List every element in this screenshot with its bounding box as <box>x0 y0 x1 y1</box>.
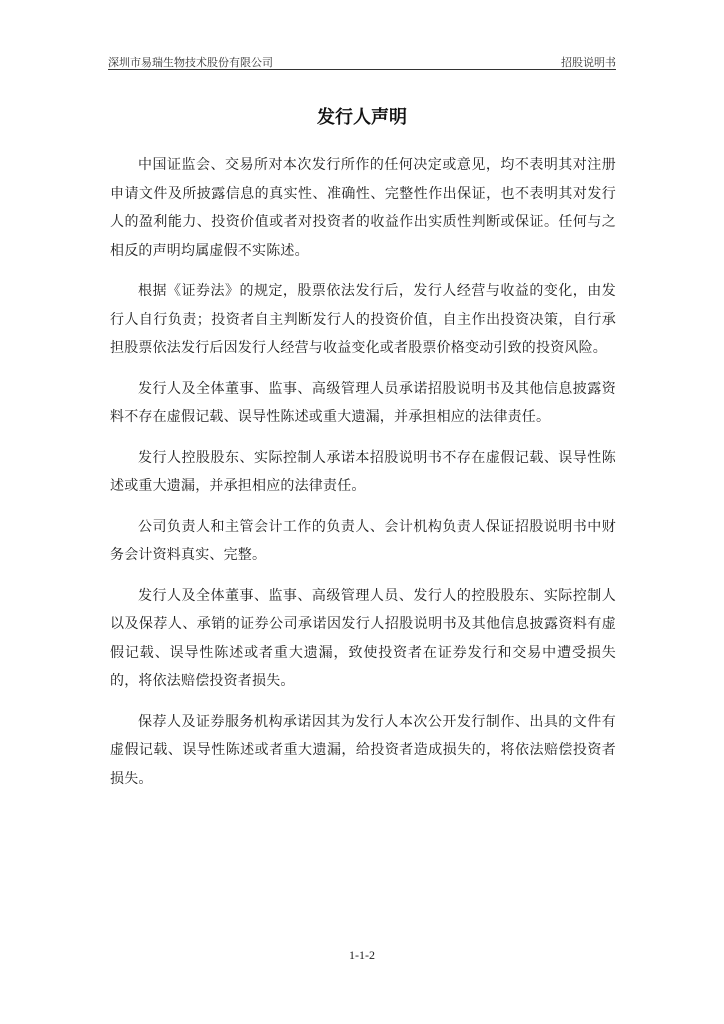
paragraph: 中国证监会、交易所对本次发行所作的任何决定或意见，均不表明其对注册申请文件及所披露信息的真实性、准确性、完整性作出保证，也不表明其对发行人的盈利能力、投资价值或者对投资者的收益作出实质性判断或保证。任何与之相反的声明均属虚假不实陈述。 <box>110 157 616 259</box>
paragraph: 发行人及全体董事、监事、高级管理人员承诺招股说明书及其他信息披露资料不存在虚假记载、误导性陈述或重大遗漏，并承担相应的法律责任。 <box>110 380 616 425</box>
paragraph: 发行人及全体董事、监事、高级管理人员、发行人的控股股东、实际控制人以及保荐人、承销的证券公司承诺因发行人招股说明书及其他信息披露资料有虚假记载、误导性陈述或者重大遗漏，致使投资者在证券发行和交易中遭受损失的，将依法赔偿投资者损失。 <box>110 587 616 689</box>
paragraph: 发行人控股股东、实际控制人承诺本招股说明书不存在虚假记载、误导性陈述或重大遗漏，并承担相应的法律责任。 <box>110 449 616 494</box>
header-divider <box>108 69 616 70</box>
paragraph: 根据《证券法》的规定，股票依法发行后，发行人经营与收益的变化，由发行人自行负责；投资者自主判断发行人的投资价值，自主作出投资决策，自行承担股票依法发行后因发行人经营与收益变化或者股票价格变动引致的投资风险。 <box>110 283 616 356</box>
header-company-name: 深圳市易瑞生物技术股份有限公司 <box>108 56 273 69</box>
page-number: 1-1-2 <box>349 948 375 962</box>
paragraph: 公司负责人和主管会计工作的负责人、会计机构负责人保证招股说明书中财务会计资料真实、完整。 <box>110 518 616 563</box>
header-document-type: 招股说明书 <box>561 56 616 69</box>
page-header <box>108 50 616 70</box>
page-title: 发行人声明 <box>317 107 407 128</box>
document-body <box>110 151 616 805</box>
paragraph: 保荐人及证券服务机构承诺因其为发行人本次公开发行制作、出具的文件有虚假记载、误导性陈述或者重大遗漏，给投资者造成损失的，将依法赔偿投资者损失。 <box>110 713 616 787</box>
